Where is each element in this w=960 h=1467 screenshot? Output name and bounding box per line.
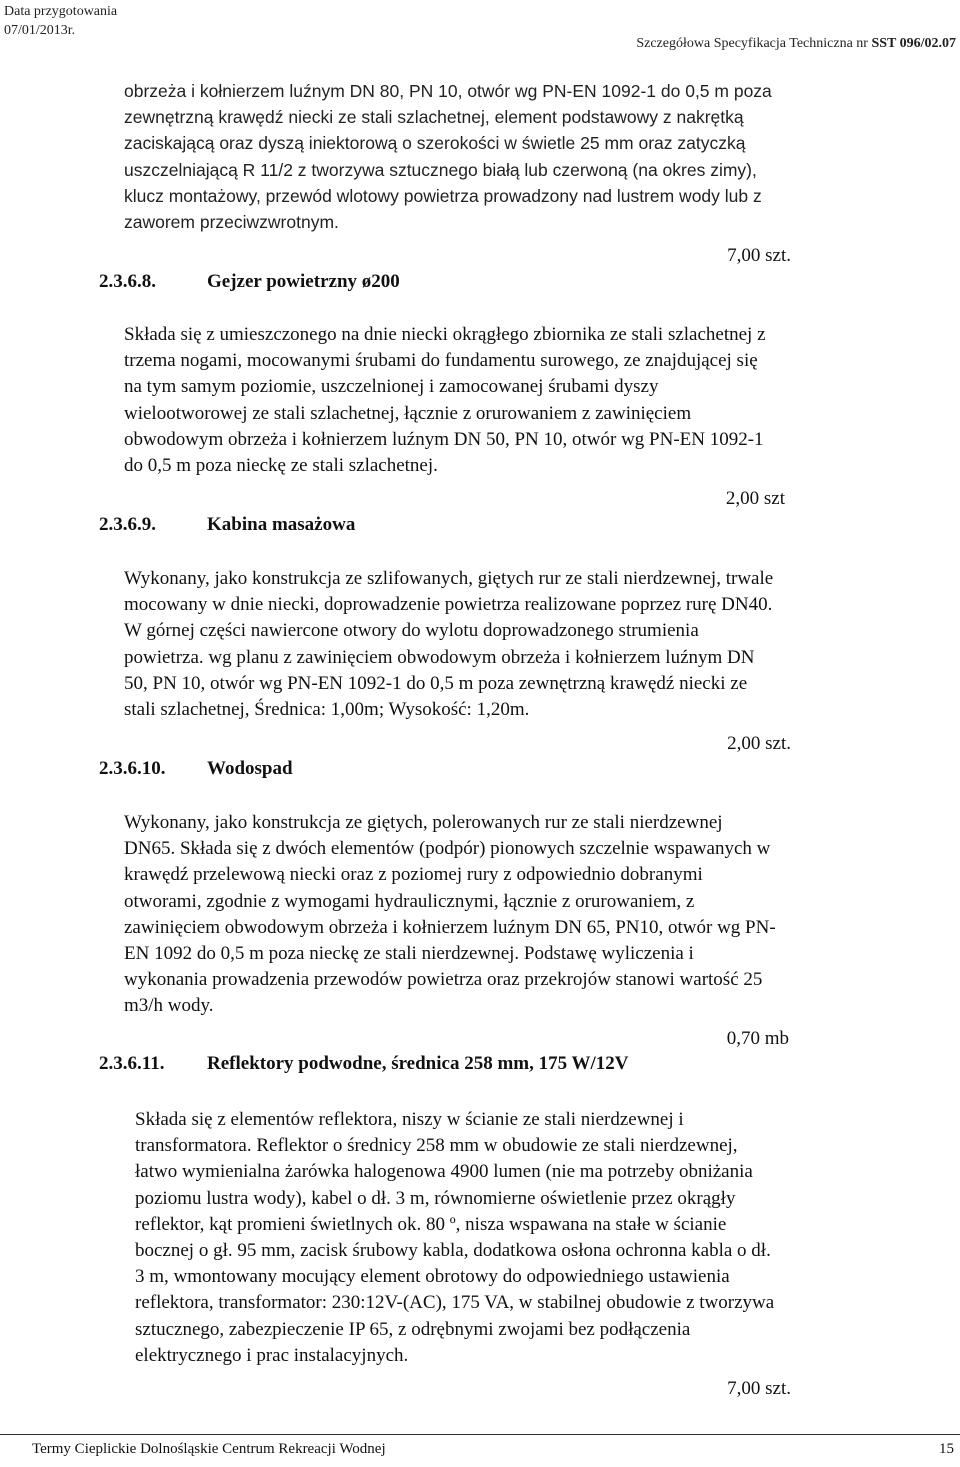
- text-line: 50, PN 10, otwór wg PN-EN 1092-1 do 0,5 m poza zewnętrzną krawędź niecki ze: [124, 672, 748, 694]
- section-number: 2.3.6.9.: [99, 514, 156, 535]
- text-line: wielootworowej ze stali szlachetnej, łącznie z orurowaniem z zawinięciem: [124, 402, 692, 424]
- section-heading: [99, 757, 293, 781]
- spec-number: SST 096/02.07: [871, 36, 956, 51]
- text-line: uszczelniającą R 11/2 z tworzywa sztucznego białą lub czerwoną (na okres zimy),: [124, 159, 757, 180]
- text-line: 3 m, wmontowany mocujący element obrotowy do odpowiedniego ustawienia: [135, 1266, 730, 1288]
- text-line: reflektor, kąt promieni świetlnych ok. 80 º, nisza wspawana na stałe w ścianie: [135, 1213, 727, 1235]
- text-line: m3/h wody.: [124, 995, 214, 1017]
- section-paragraph: [135, 1107, 955, 1369]
- page-footer: [0, 1434, 960, 1465]
- text-line: zawinięciem obwodowym obrzeża i kołnierzem luźnym DN 65, PN10, otwór wg PN-: [124, 916, 776, 938]
- text-line: zaworem przeciwzwrotnym.: [124, 212, 339, 233]
- section-paragraph: [124, 322, 944, 479]
- text-line: W górnej części nawiercone otwory do wylotu doprowadzonego strumienia: [124, 620, 699, 642]
- section-number: 2.3.6.8.: [99, 271, 156, 292]
- section-heading: [99, 270, 400, 294]
- text-line: poziomu lustra wody), kabel o dł. 3 m, równomierne oświetlenie przez okrągły: [135, 1187, 736, 1209]
- section-quantity: 0,70 mb: [726, 1028, 789, 1049]
- section-title: Reflektory podwodne, średnica 258 mm, 175 W/12V: [207, 1053, 629, 1074]
- text-line: elektrycznego i prac instalacyjnych.: [135, 1344, 409, 1366]
- section-title: Kabina masażowa: [207, 514, 356, 535]
- section-quantity: 2,00 szt.: [727, 733, 791, 754]
- text-line: reflektora, transformator: 230:12V-(AC), 175 VA, w stabilnej obudowie z tworzywa: [135, 1292, 775, 1314]
- section-title: Wodospad: [207, 758, 293, 779]
- text-line: Wykonany, jako konstrukcja ze giętych, polerowanych rur ze stali nierdzewnej: [124, 812, 723, 833]
- text-line: łatwo wymienialna żarówka halogenowa 4900 lumen (nie ma potrzeby obniżania: [135, 1161, 753, 1183]
- intro-quantity: 7,00 szt.: [727, 245, 791, 266]
- spec-title: [636, 36, 956, 52]
- text-line: do 0,5 m poza nieckę ze stali szlachetnej.: [124, 455, 438, 477]
- text-line: trzema nogami, mocowanymi śrubami do fundamentu surowego, ze znajdującej się: [124, 350, 758, 372]
- text-line: sztucznego, zabezpieczenie IP 65, z odrębnymi zwojami bez podłączenia: [135, 1318, 691, 1340]
- text-line: obrzeża i kołnierzem luźnym DN 80, PN 10, otwór wg PN-EN 1092-1 do 0,5 m poza: [124, 81, 772, 101]
- section-quantity: 2,00 szt: [725, 488, 785, 509]
- section-paragraph: [124, 810, 944, 1020]
- text-line: bocznej o gł. 95 mm, zacisk śrubowy kabla, dodatkowa osłona ochronna kabla o dł.: [135, 1240, 771, 1262]
- text-line: krawędź przelewową niecki oraz z poziomej rury z odpowiednio dobranymi: [124, 864, 703, 886]
- prep-label: Data przygotowania: [4, 4, 118, 19]
- spec-prefix: Szczegółowa Specyfikacja Techniczna nr: [636, 36, 872, 51]
- text-line: zaciskającą oraz dyszą iniektorową o szerokości w świetle 25 mm oraz zatyczką: [124, 133, 746, 154]
- text-line: obwodowym obrzeża i kołnierzem luźnym DN 50, PN 10, otwór wg PN-EN 1092-1: [124, 428, 764, 450]
- text-line: Wykonany, jako konstrukcja ze szlifowanych, giętych rur ze stali nierdzewnej, trwale: [124, 568, 774, 589]
- text-line: DN65. Składa się z dwóch elementów (podpór) pionowych szczelnie wspawanych w: [124, 838, 771, 860]
- page-number: 15: [939, 1441, 954, 1457]
- text-line: mocowany w dnie niecki, doprowadzenie powietrza realizowane poprzez rurę DN40.: [124, 594, 773, 616]
- text-line: Składa się z elementów reflektora, niszy w ścianie ze stali nierdzewnej i: [135, 1109, 684, 1130]
- text-line: otworami, zgodnie z wymogami hydraulicznymi, łącznie z orurowaniem, z: [124, 890, 695, 912]
- intro-paragraph: [124, 78, 944, 235]
- section-heading: [99, 513, 355, 537]
- text-line: EN 1092 do 0,5 m poza nieckę ze stali nierdzewnej. Podstawę wyliczenia i: [124, 943, 694, 965]
- text-line: powietrza. wg planu z zawinięciem obwodowym obrzeża i kołnierzem luźnym DN: [124, 646, 755, 668]
- section-number: 2.3.6.11.: [99, 1053, 165, 1074]
- text-line: na tym samym poziomie, uszczelnionej i zamocowanej śrubami dyszy: [124, 376, 659, 398]
- section-paragraph: [124, 566, 944, 723]
- text-line: klucz montażowy, przewód wlotowy powietrza prowadzony nad lustrem wody lub z: [124, 185, 762, 206]
- text-line: Składa się z umieszczonego na dnie niecki okrągłego zbiornika ze stali szlachetnej z: [124, 324, 766, 345]
- section-number: 2.3.6.10.: [99, 758, 166, 779]
- text-line: zewnętrzną krawędź niecki ze stali szlachetnej, element podstawowy z nakrętką: [124, 107, 744, 128]
- text-line: stali szlachetnej, Średnica: 1,00m; Wysokość: 1,20m.: [124, 699, 530, 721]
- section-quantity: 7,00 szt.: [727, 1378, 791, 1399]
- document-header-left: [4, 2, 117, 40]
- footer-text: Termy Cieplickie Dolnośląskie Centrum Rekreacji Wodnej: [32, 1441, 386, 1457]
- text-line: wykonania prowadzenia przewodów powietrza oraz przekrojów stanowi wartość 25: [124, 969, 763, 991]
- section-heading: [99, 1052, 629, 1076]
- text-line: transformatora. Reflektor o średnicy 258 mm w obudowie ze stali nierdzewnej,: [135, 1135, 738, 1157]
- section-title: Gejzer powietrzny ø200: [207, 271, 400, 292]
- prep-date: 07/01/2013r.: [4, 23, 76, 38]
